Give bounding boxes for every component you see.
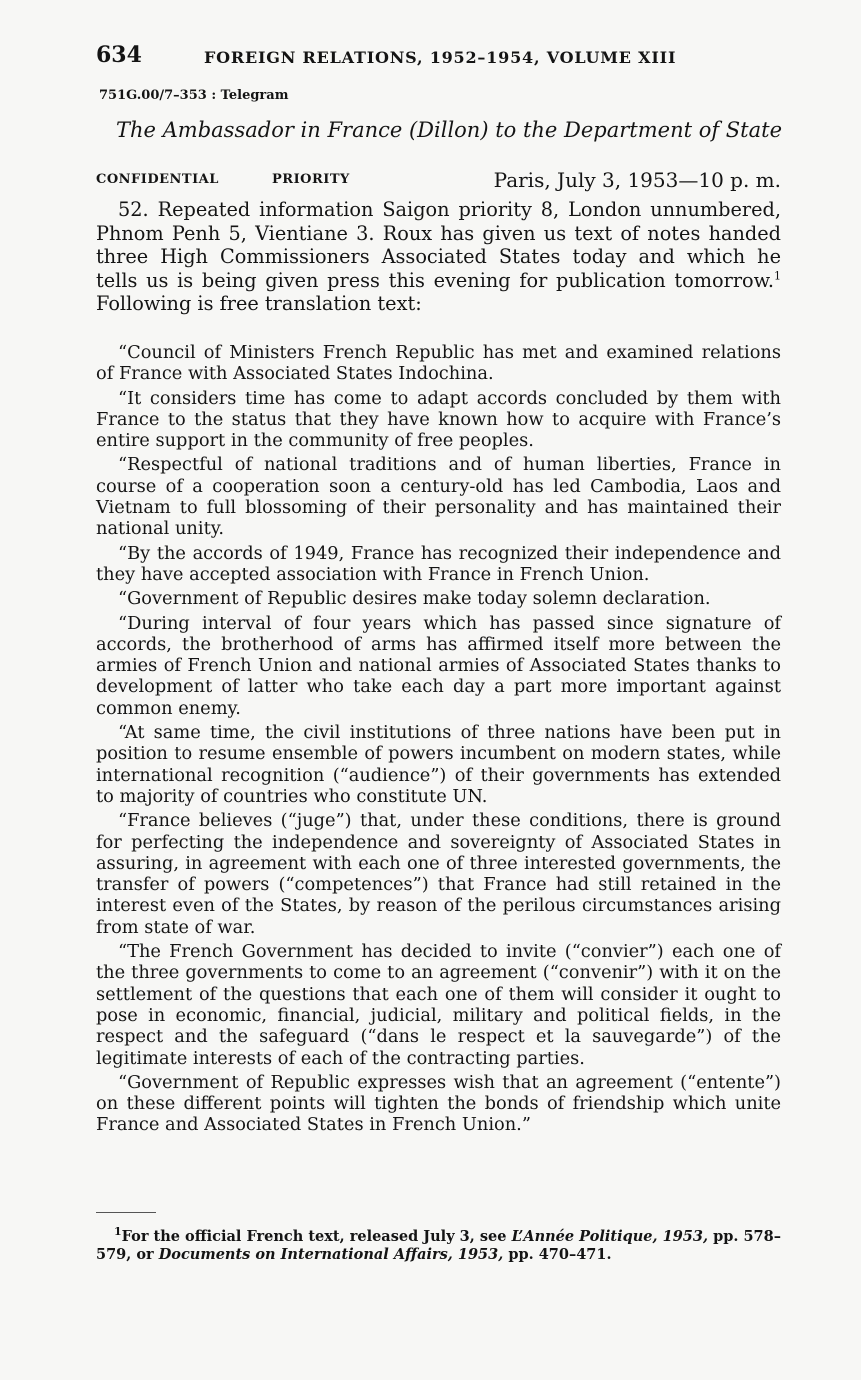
series-title: FOREIGN RELATIONS, 1952–1954, VOLUME XIII xyxy=(204,48,677,67)
document-title: The Ambassador in France (Dillon) to the Department of State xyxy=(116,118,783,142)
footnote-text-a: For the official French text, released July 3, see xyxy=(121,1228,512,1245)
quote-paragraph: “During interval of four years which has passed since signature of accords, the brotherhood of arms has affirmed itself more between the armies of French Union and national armies of Associated States thanks to development of latter who take each day a part more important against common enemy. xyxy=(96,612,781,719)
footnote-reference[interactable]: 1 xyxy=(774,269,781,283)
footnote-mark: 1 xyxy=(114,1225,122,1239)
quote-paragraph: “By the accords of 1949, France has recognized their independence and they have accepted association with France in French Union. xyxy=(96,542,781,585)
quote-paragraph: “Government of Republic desires make today solemn declaration. xyxy=(118,588,711,610)
quote-paragraph: “It considers time has come to adapt accords concluded by them with France to the status that they have known how to acquire with France’s entire support in the community of free peoples. xyxy=(96,387,781,452)
intro-paragraph xyxy=(96,198,781,316)
footnote-source-2: Documents on International Affairs, 1953, xyxy=(158,1246,504,1263)
priority-label: PRIORITY xyxy=(272,172,350,187)
quote-paragraph: “France believes (“juge”) that, under these conditions, there is ground for perfecting the independence and sovereignty of Associated States in assuring, in agreement with each one of three interested governments, the transfer of powers (“competences”) that France had still retained in the interest even of the States, by reason of the perilous circumstances arising from state of war. xyxy=(96,810,781,938)
quote-paragraph: “The French Government has decided to invite (“convier”) each one of the three governments to come to an agreement (“convenir”) with it on the settlement of the questions that each one of them will consider it ought to pose in economic, financial, judicial, military and political fields, in the respect and the safeguard (“dans le respect et la sauvegarde”) of the legitimate interests of each of the contracting parties. xyxy=(96,941,781,1069)
footnote-text-b: pp. 578–579, or xyxy=(96,1228,781,1263)
intro-text: 52. Repeated information Saigon priority 8, London unnumbered, Phnom Penh 5, Vientiane 3. Roux has given us text of notes handed three High Commissioners Associated States today and which he tells us is being given press this evening for publication tomorrow. xyxy=(96,198,781,292)
running-head xyxy=(96,42,781,72)
file-reference: 751G.00/7–353 : Telegram xyxy=(99,88,289,103)
quote-paragraph: “Council of Ministers French Republic has met and examined relations of France with Associated States Indochina. xyxy=(96,342,781,385)
quote-paragraph: “Government of Republic expresses wish that an agreement (“entente”) on these different points will tighten the bonds of friendship which unite France and Associated States in French Union.” xyxy=(96,1071,781,1136)
quote-paragraph: “At same time, the civil institutions of three nations have been put in position to resume ensemble of powers incumbent on modern states, while international recognition (“audience”) of their governments has extended to majority of countries who constitute UN. xyxy=(96,722,781,807)
footnote-text-c: pp. 470–471. xyxy=(503,1246,612,1263)
classification-label: CONFIDENTIAL xyxy=(96,172,219,187)
translated-text xyxy=(96,342,781,1139)
footnote xyxy=(96,1225,781,1264)
footnote-divider xyxy=(96,1212,156,1213)
place-date: Paris, July 3, 1953—10 p. m. xyxy=(493,168,781,192)
intro-tail: Following is free translation text: xyxy=(96,292,422,315)
page-number: 634 xyxy=(96,42,142,68)
telegram-meta xyxy=(96,168,781,194)
quote-paragraph: “Respectful of national traditions and of human liberties, France in course of a cooperation soon a century-old has led Cambodia, Laos and Vietnam to full blossoming of their personality and has maintained their national unity. xyxy=(96,454,781,540)
footnote-source-1: L’Année Politique, 1953, xyxy=(511,1228,709,1245)
